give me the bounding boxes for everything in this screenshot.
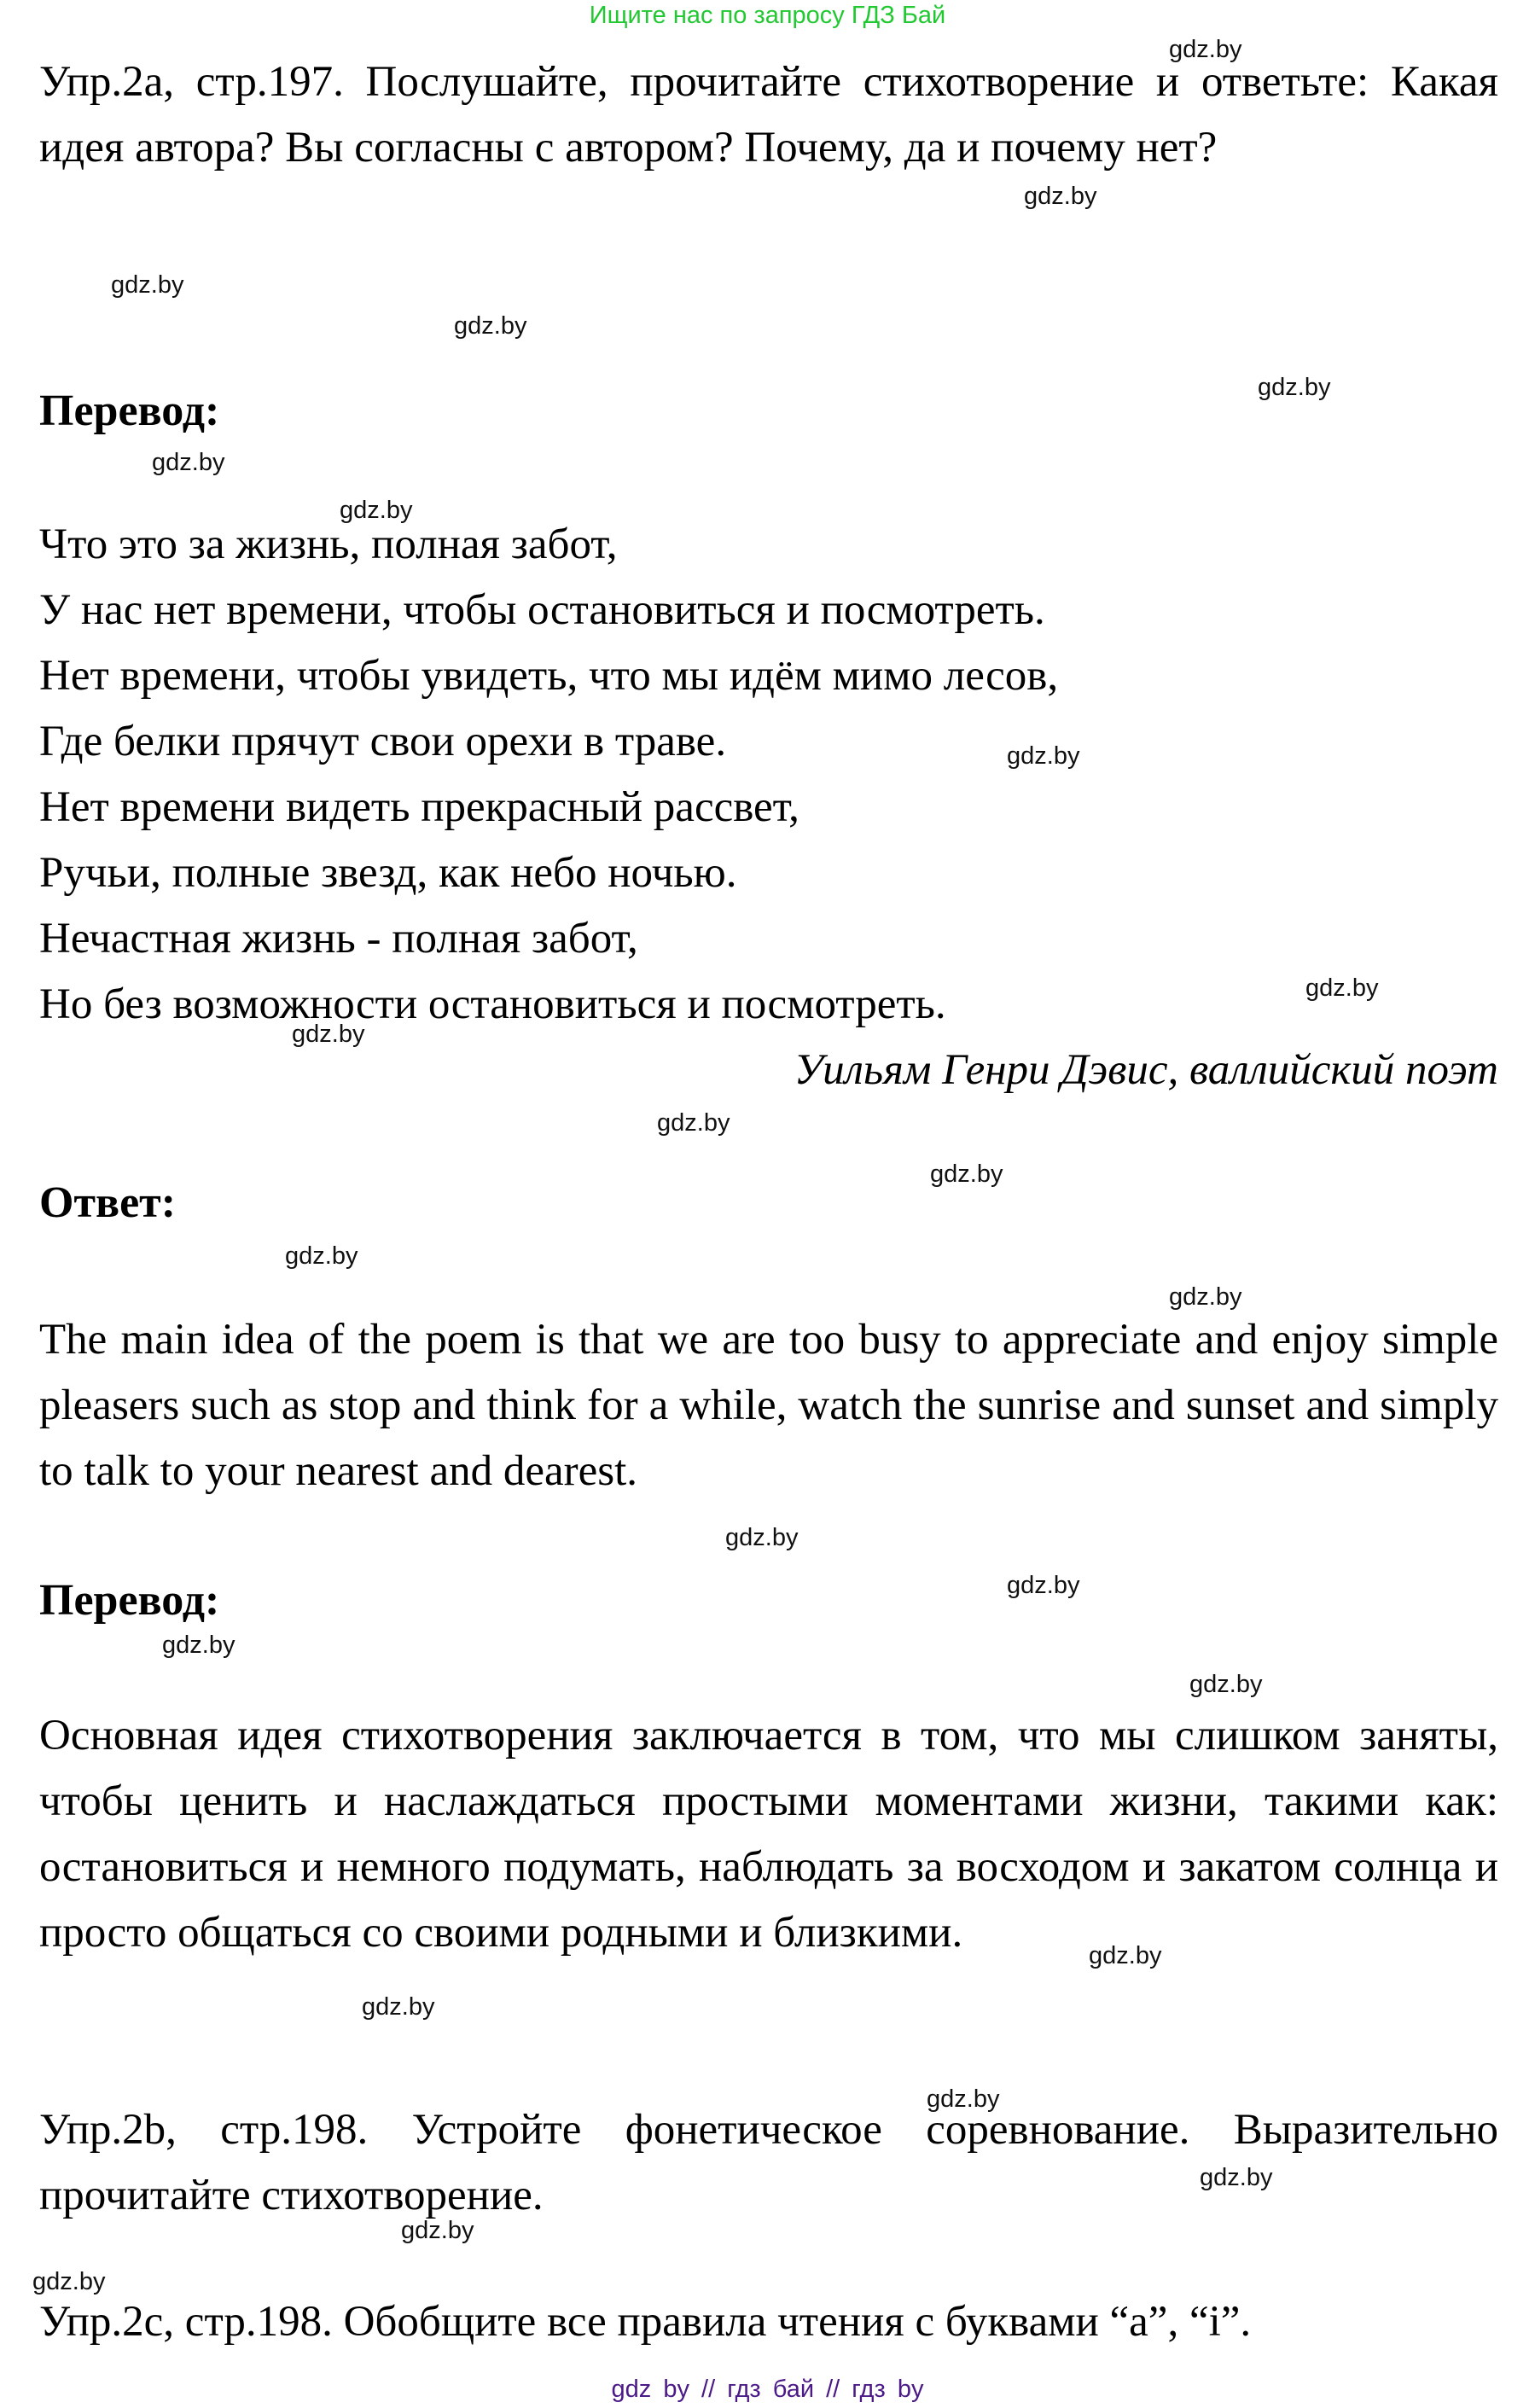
- watermark: gdz.by: [152, 449, 225, 476]
- watermark: gdz.by: [1189, 1671, 1263, 1698]
- watermark: gdz.by: [1169, 36, 1242, 63]
- watermark: gdz.by: [1258, 374, 1331, 401]
- poem-line: Нечастная жизнь - полная забот,: [39, 915, 638, 963]
- poem-line: Но без возможности остановиться и посмотреть.: [39, 980, 946, 1028]
- watermark: gdz.by: [1169, 1283, 1242, 1311]
- exercise-2c-task: Упр.2c, стр.198. Обобщите все правила чтения с буквами “a”, “i”.: [39, 2298, 1252, 2346]
- watermark: gdz.by: [1089, 1942, 1162, 1969]
- watermark: gdz.by: [930, 1160, 1003, 1188]
- watermark: gdz.by: [285, 1242, 358, 1270]
- poem-line: Что это за жизнь, полная забот,: [39, 521, 618, 568]
- footer-links: gdz by // гдз бай // гдз by: [611, 2376, 924, 2403]
- answer-translation-text: Основная идея стихотворения заключается в том, что мы слишком заняты, чтобы ценить и наслаждаться простыми моментами жизни, такими как: остановиться и немного подумать, наблюдать за восходом и закатом солнца и просто общаться со своими родными и близкими.: [39, 1712, 1498, 1957]
- poem: [39, 512, 1498, 1038]
- poem-line: У нас нет времени, чтобы остановиться и посмотреть.: [39, 586, 1045, 634]
- watermark: gdz.by: [1007, 742, 1080, 770]
- watermark: gdz.by: [340, 497, 413, 524]
- poem-line: Ручьи, полные звезд, как небо ночью.: [39, 849, 737, 897]
- watermark: gdz.by: [454, 312, 527, 340]
- watermark: gdz.by: [362, 1993, 435, 2021]
- answer-heading: Ответ:: [39, 1178, 177, 1227]
- exercise-2a-task: Упр.2a, стр.197. Послушайте, прочитайте стихотворение и ответьте: Какая идея автора? Вы согласны с автором? Почему, да и почему нет?: [39, 58, 1498, 172]
- watermark: gdz.by: [32, 2268, 106, 2295]
- watermark: gdz.by: [401, 2217, 474, 2244]
- watermark: gdz.by: [111, 271, 184, 299]
- answer-text: The main idea of the poem is that we are too busy to appreciate and enjoy simple pleasers such as stop and think for a while, watch the sunrise and sunset and simply to talk to your nearest and dearest.: [39, 1316, 1498, 1495]
- watermark: gdz.by: [657, 1109, 730, 1137]
- watermark: gdz.by: [1007, 1572, 1080, 1599]
- watermark: gdz.by: [927, 2085, 1000, 2113]
- watermark: gdz.by: [292, 1021, 365, 1048]
- poem-line: Нет времени, чтобы увидеть, что мы идём мимо лесов,: [39, 652, 1059, 700]
- watermark: gdz.by: [1305, 974, 1379, 1002]
- watermark: gdz.by: [725, 1524, 799, 1551]
- poem-line: Нет времени видеть прекрасный рассвет,: [39, 783, 799, 831]
- poem-line: Где белки прячут свои орехи в траве.: [39, 718, 727, 765]
- watermark: gdz.by: [162, 1632, 235, 1659]
- watermark: gdz.by: [1024, 183, 1097, 210]
- answer-translation-heading: Перевод:: [39, 1576, 220, 1625]
- top-banner: Ищите нас по запросу ГДЗ Бай: [589, 2, 946, 29]
- poem-attribution: Уильям Генри Дэвис, валлийский поэт: [794, 1046, 1498, 1094]
- exercise-2b-task: Упр.2b, стр.198. Устройте фонетическое соревнование. Выразительно прочитайте стихотворение.: [39, 2106, 1498, 2219]
- watermark: gdz.by: [1200, 2164, 1273, 2191]
- translation-heading: Перевод:: [39, 387, 220, 435]
